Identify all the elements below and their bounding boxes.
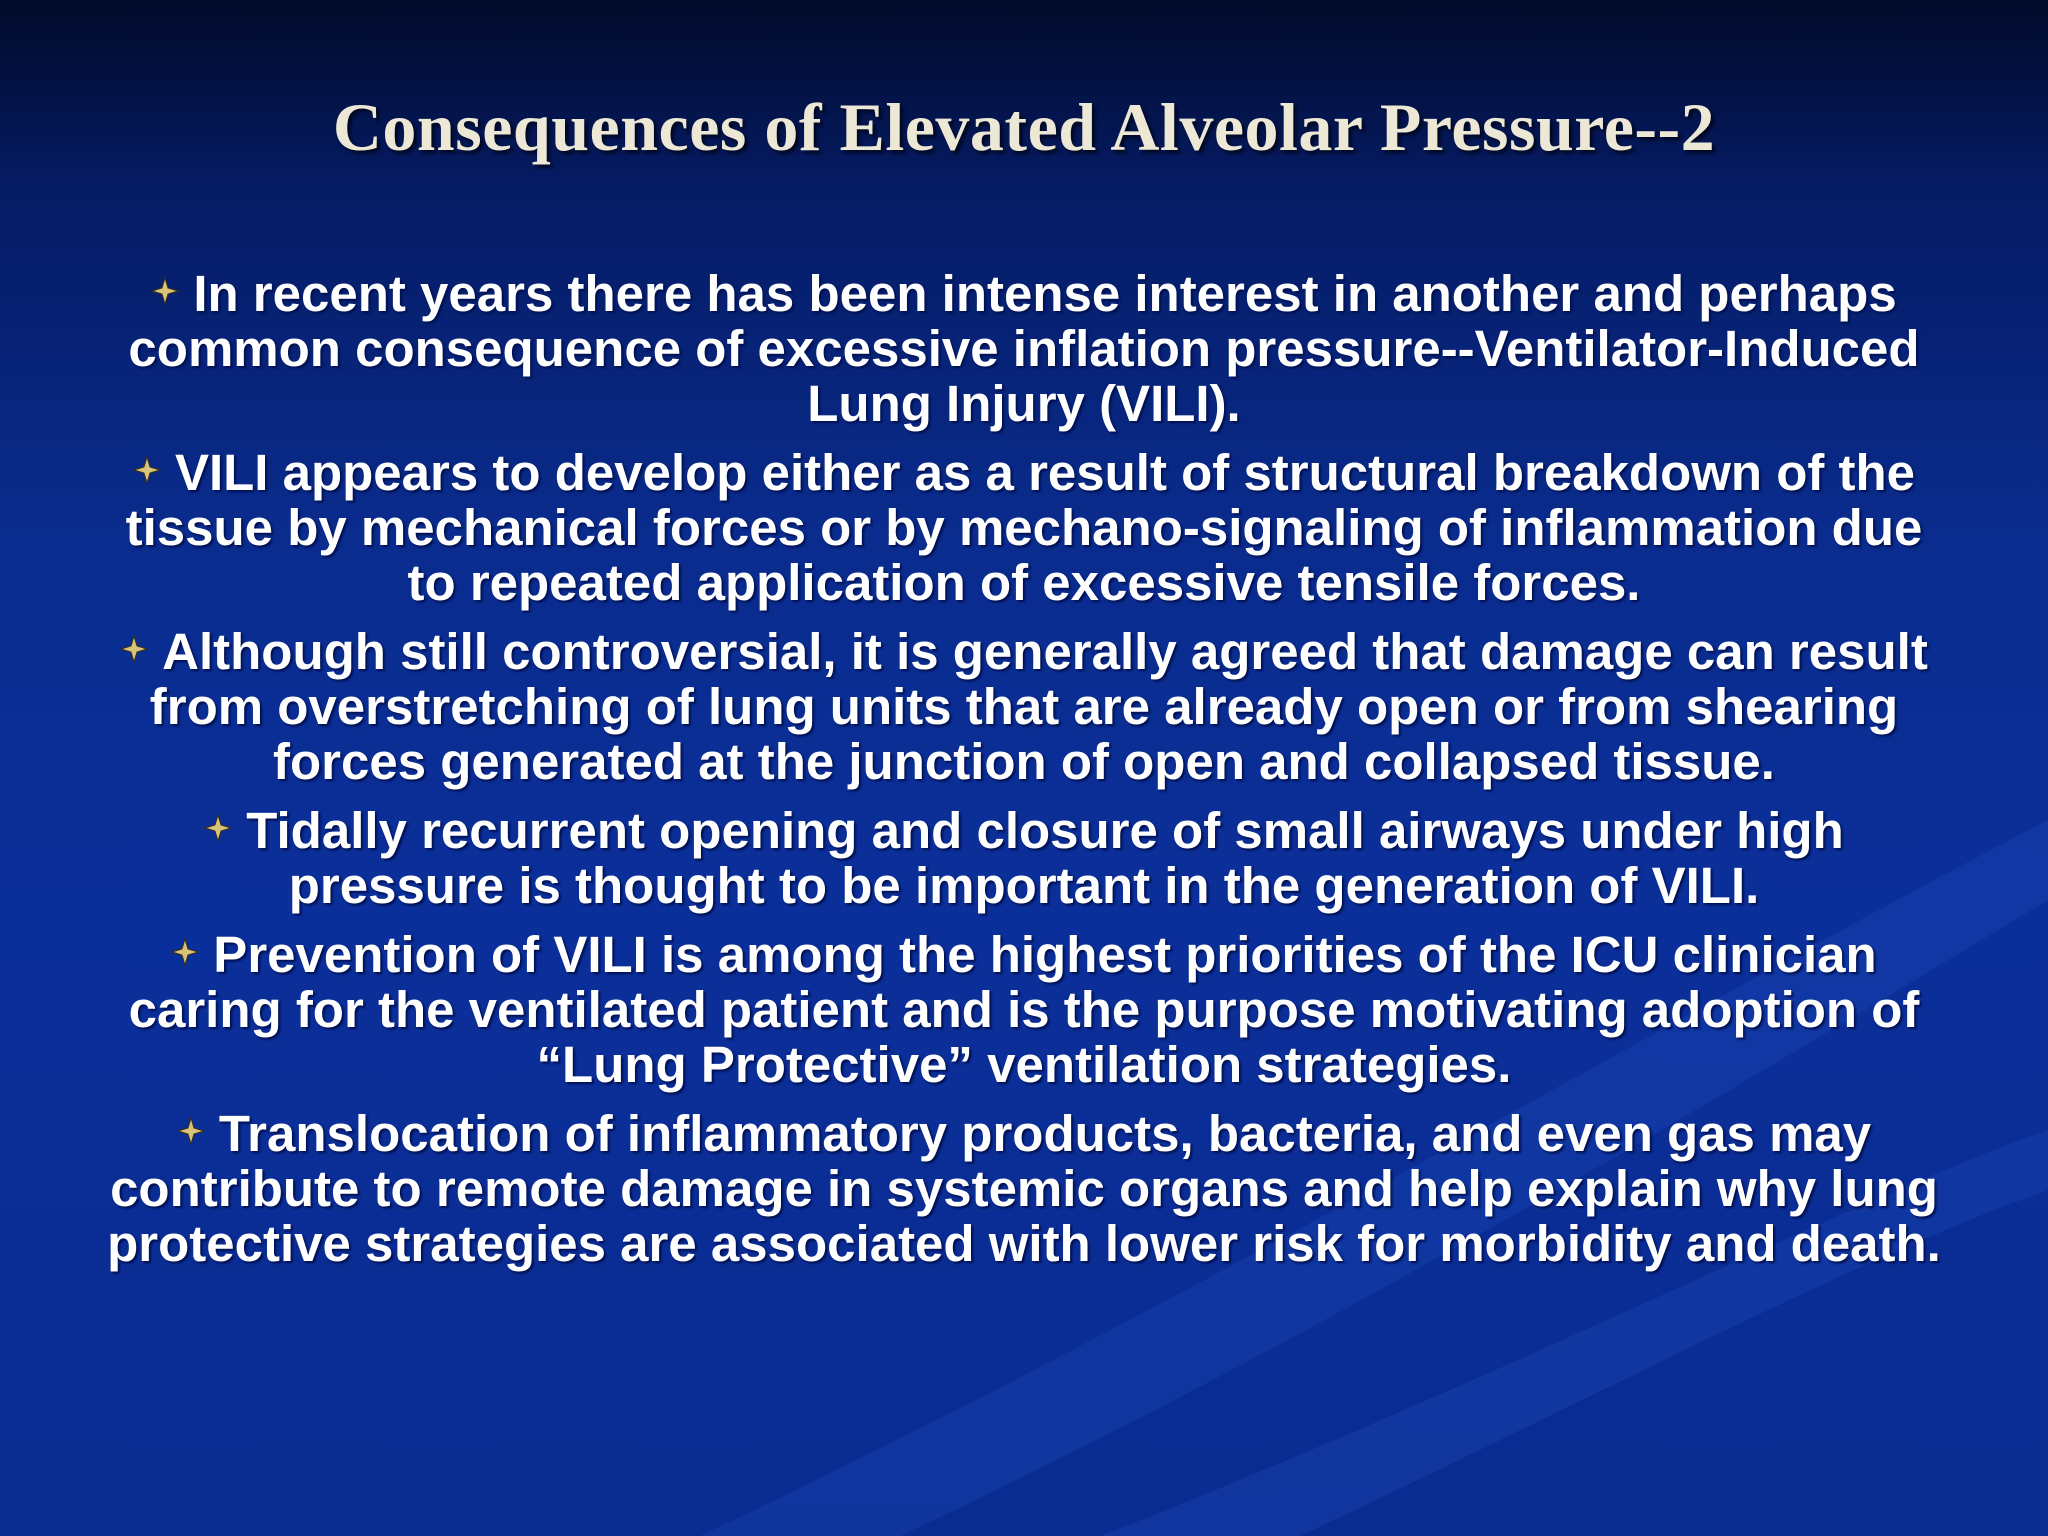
four-point-star-icon [151,277,179,305]
bullet-list [100,266,1948,1285]
bullet-item-6 [100,1106,1948,1271]
bullet-item-2 [100,445,1948,610]
bullet-text: Tidally recurrent opening and closure of small airways under high pressure is thought to be important in the generation of VILI. [246,802,1844,914]
four-point-star-icon [171,938,199,966]
bullet-text: Although still controversial, it is generally agreed that damage can result from overstretching of lung units that are already open or from shearing forces generated at the junction of open and collapsed tissue. [149,623,1928,790]
bullet-text: Prevention of VILI is among the highest priorities of the ICU clinician caring for the ventilated patient and is the purpose motivating adoption of “Lung Protective” ventilation strategies. [128,926,1920,1093]
four-point-star-icon [204,814,232,842]
four-point-star-icon [133,456,161,484]
bullet-text: VILI appears to develop either as a result of structural breakdown of the tissue by mechanical forces or by mechano-signaling of inflammation due to repeated application of excessive tensile forces. [125,444,1923,611]
bullet-text: Translocation of inflammatory products, bacteria, and even gas may contribute to remote damage in systemic organs and help explain why lung protective strategies are associated with lower risk for morbidity and death. [107,1105,1941,1272]
four-point-star-icon [120,635,148,663]
bullet-item-3 [100,624,1948,789]
bullet-text: In recent years there has been intense interest in another and perhaps common consequence of excessive inflation pressure--Ventilator-Induced Lung Injury (VILI). [128,265,1920,432]
bullet-item-5 [100,927,1948,1092]
slide-title: Consequences of Elevated Alveolar Pressure--2 [332,89,1716,165]
bullet-item-1 [100,266,1948,431]
bullet-item-4 [100,803,1948,913]
four-point-star-icon [177,1117,205,1145]
